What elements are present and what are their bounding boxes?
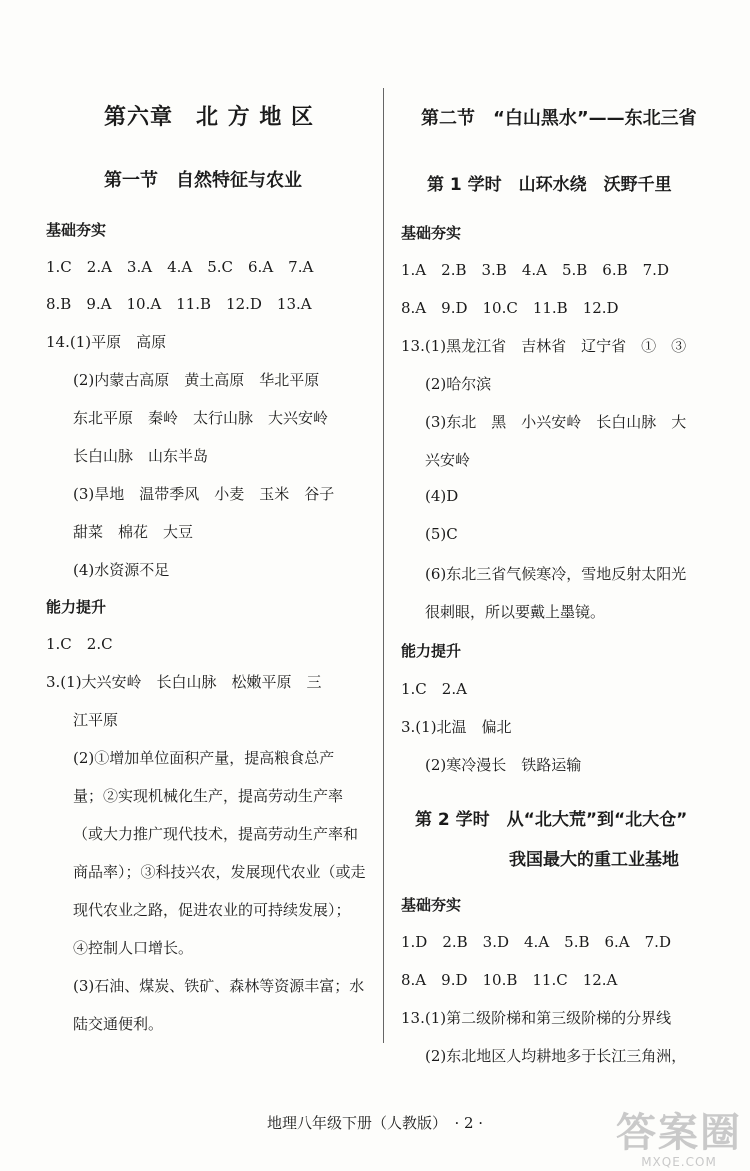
answer-line: 现代农业之路，促进农业的可持续发展）； <box>73 901 351 919</box>
answer-line: 东北平原 秦岭 太行山脉 大兴安岭 <box>73 409 329 427</box>
answer-line: 13.(1)黑龙江省 吉林省 辽宁省 ① ③ <box>401 337 687 355</box>
answer-line: 8.A 9.D 10.C 11.B 12.D <box>401 299 619 317</box>
answer-line: 甜菜 棉花 大豆 <box>73 523 194 541</box>
answer-line: 1.D 2.B 3.D 4.A 5.B 6.A 7.D <box>401 933 671 951</box>
answer-line: 3.(1)大兴安岭 长白山脉 松嫩平原 三 <box>46 673 322 691</box>
answer-line: 江平原 <box>73 711 119 729</box>
answer-line: 13.(1)第二级阶梯和第三级阶梯的分界线 <box>401 1009 672 1027</box>
answer-line: 1.C 2.A 3.A 4.A 5.C 6.A 7.A <box>46 258 314 276</box>
answer-line: （或大力推广现代技术，提高劳动生产率和 <box>73 825 359 843</box>
answer-line: 1.C 2.A <box>401 680 467 698</box>
answer-line: (3)东北 黑 小兴安岭 长白山脉 大 <box>425 413 687 431</box>
page-footer: 地理八年级下册（人教版） · 2 · <box>266 1114 484 1132</box>
basic-heading: 基础夯实 <box>401 896 462 914</box>
answer-line: 兴安岭 <box>425 451 471 469</box>
answer-line: ④控制人口增长。 <box>73 939 194 957</box>
answer-line: 长白山脉 山东半岛 <box>73 447 209 465</box>
answer-line: 3.(1)北温 偏北 <box>401 718 512 736</box>
answer-line: 1.C 2.C <box>46 635 113 653</box>
answer-line: (2)①增加单位面积产量，提高粮食总产 <box>73 749 335 767</box>
answer-line: (3)石油、煤炭、铁矿、森林等资源丰富；水 <box>73 977 365 995</box>
section-title: 第二节 “白山黑水”——东北三省 <box>421 108 697 129</box>
answer-line: 陆交通便利。 <box>73 1015 164 1033</box>
ability-heading: 能力提升 <box>46 598 107 616</box>
answer-line: 8.B 9.A 10.A 11.B 12.D 13.A <box>46 295 312 313</box>
answer-line: 商品率）；③科技兴农，发展现代农业（或走 <box>73 863 366 881</box>
answer-line: (6)东北三省气候寒冷，雪地反射太阳光 <box>425 565 687 583</box>
answer-line: (5)C <box>425 525 458 543</box>
answer-line: 1.A 2.B 3.B 4.A 5.B 6.B 7.D <box>401 261 669 279</box>
column-divider <box>383 88 384 1043</box>
chapter-title: 第六章 北 方 地 区 <box>104 105 314 130</box>
section-title: 第一节 自然特征与农业 <box>104 170 302 191</box>
watermark <box>616 1111 742 1169</box>
lesson-subtitle: 我国最大的重工业基地 <box>509 850 679 870</box>
answer-line: (2)哈尔滨 <box>425 375 492 393</box>
answer-line: (2)内蒙古高原 黄土高原 华北平原 <box>73 371 320 389</box>
answer-line: (4)D <box>425 487 459 505</box>
answer-line: 8.A 9.D 10.B 11.C 12.A <box>401 971 618 989</box>
answer-line: (2)东北地区人均耕地多于长江三角洲， <box>425 1047 687 1065</box>
answer-line: (4)水资源不足 <box>73 561 170 579</box>
answer-line: 量；②实现机械化生产，提高劳动生产率 <box>73 787 344 805</box>
lesson-title: 第 2 学时 从“北大荒”到“北大仓” <box>415 810 688 830</box>
answer-line: 很刺眼，所以要戴上墨镜。 <box>425 603 606 621</box>
lesson-title: 第 1 学时 山环水绕 沃野千里 <box>427 175 672 195</box>
basic-heading: 基础夯实 <box>46 221 107 239</box>
ability-heading: 能力提升 <box>401 642 462 660</box>
watermark-url: MXQE.COM <box>641 1155 717 1169</box>
answer-line: 14.(1)平原 高原 <box>46 333 167 351</box>
basic-heading: 基础夯实 <box>401 224 462 242</box>
answer-line: (3)旱地 温带季风 小麦 玉米 谷子 <box>73 485 335 503</box>
answer-line: (2)寒冷漫长 铁路运输 <box>425 756 582 774</box>
watermark-text: 答案圈 <box>616 1110 742 1156</box>
